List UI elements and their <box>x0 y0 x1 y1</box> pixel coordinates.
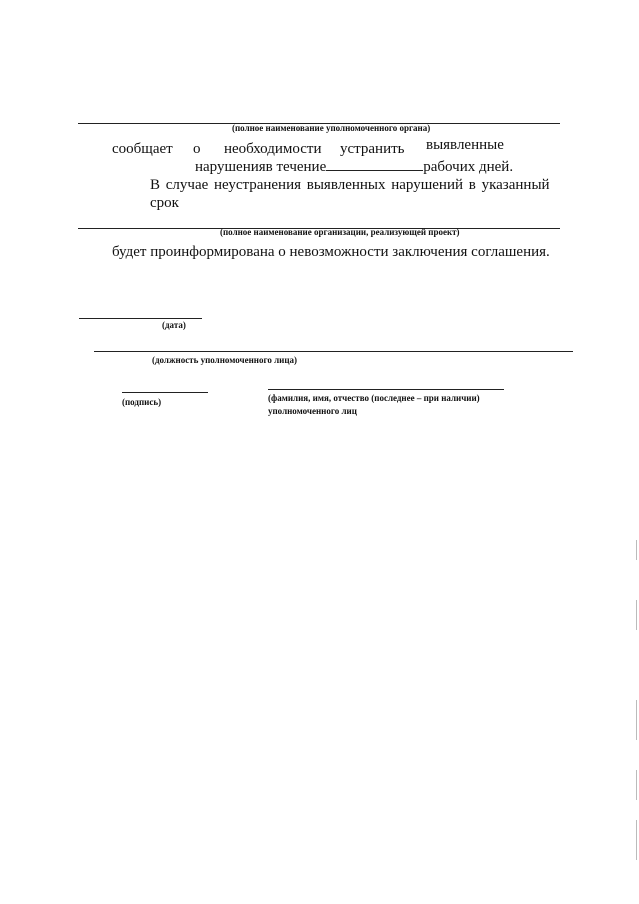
scan-artifact <box>636 770 637 800</box>
notice-word-4: устранить <box>340 141 405 157</box>
signature-line <box>122 392 208 393</box>
fullname-caption-line-1: (фамилия, имя, отчество (последнее – при наличии) <box>268 393 480 403</box>
notice-line-4: срок <box>150 195 179 211</box>
scan-artifact <box>636 540 637 560</box>
date-caption: (дата) <box>162 320 186 330</box>
scan-artifact <box>636 820 637 860</box>
scan-artifact <box>636 700 637 740</box>
days-blank-field <box>326 158 423 171</box>
date-line <box>79 318 202 319</box>
notice-line-3: В случае неустранения выявленных нарушений в указанный <box>150 177 550 193</box>
notice-line-2-suffix: рабочих дней. <box>423 159 514 175</box>
notice-word-1: сообщает <box>112 141 173 157</box>
position-caption: (должность уполномоченного лица) <box>152 355 297 365</box>
notice-word-2: о <box>193 141 201 157</box>
authority-name-caption: (полное наименование уполномоченного органа) <box>232 123 431 133</box>
fullname-line <box>268 389 504 390</box>
organization-name-caption: (полное наименование организации, реализующей проект) <box>220 227 460 237</box>
notice-word-3: необходимости <box>224 141 322 157</box>
notice-line-2 <box>195 158 513 176</box>
scan-artifact <box>636 600 637 630</box>
position-line <box>94 351 573 352</box>
signature-caption: (подпись) <box>122 397 162 407</box>
fullname-caption-line-2: уполномоченного лиц <box>268 406 357 416</box>
notice-line-5: будет проинформирована о невозможности заключения соглашения. <box>112 244 550 260</box>
notice-word-5: выявленные <box>426 137 504 153</box>
notice-line-2-prefix: нарушенияв течение <box>195 159 327 175</box>
